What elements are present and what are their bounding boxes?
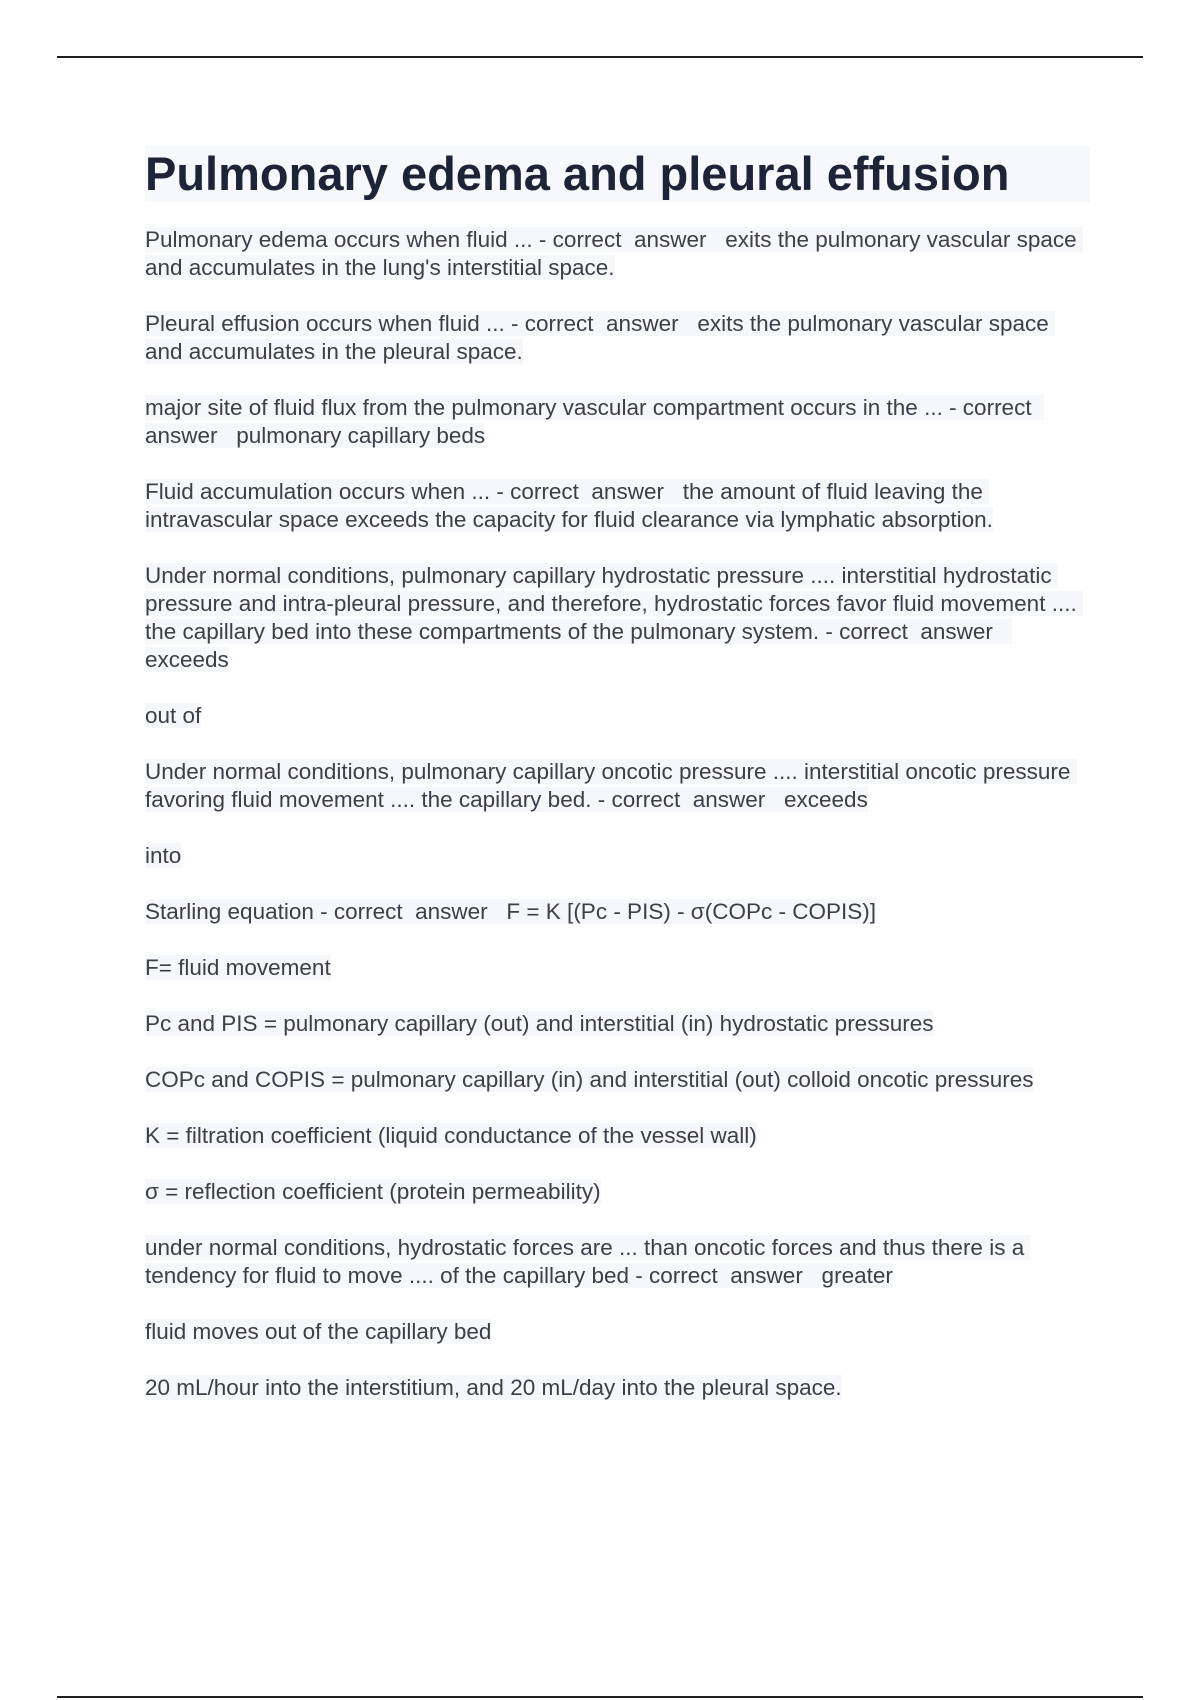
bottom-rule bbox=[57, 1696, 1143, 1698]
paragraph-text: Pc and PIS = pulmonary capillary (out) and interstitial (in) hydrostatic pressures bbox=[145, 1011, 934, 1036]
paragraph-text: Under normal conditions, pulmonary capillary hydrostatic pressure .... interstitial hydrostatic pressure and intra-pleural pressure, and therefore, hydrostatic forces favor fluid movement .... the capillary bed into these compartments of the pulmonary system. - correct answer exceeds bbox=[145, 563, 1083, 672]
paragraph bbox=[145, 898, 1090, 926]
paragraph bbox=[145, 1122, 1090, 1150]
paragraph bbox=[145, 478, 1090, 534]
paragraph bbox=[145, 842, 1090, 870]
paragraph-text: K = filtration coefficient (liquid conductance of the vessel wall) bbox=[145, 1123, 757, 1148]
paragraph-text: σ = reflection coefficient (protein permeability) bbox=[145, 1179, 601, 1204]
paragraph bbox=[145, 954, 1090, 982]
paragraph-text: F= fluid movement bbox=[145, 955, 331, 980]
paragraph-text: fluid moves out of the capillary bed bbox=[145, 1319, 492, 1344]
paragraph bbox=[145, 758, 1090, 814]
paragraph bbox=[145, 1178, 1090, 1206]
paragraph bbox=[145, 1318, 1090, 1346]
paragraph-text: Under normal conditions, pulmonary capillary oncotic pressure .... interstitial oncotic pressure favoring fluid movement .... the capillary bed. - correct answer exceeds bbox=[145, 759, 1077, 812]
top-rule bbox=[57, 56, 1143, 58]
paragraph bbox=[145, 1234, 1090, 1290]
paragraph-text: COPc and COPIS = pulmonary capillary (in) and interstitial (out) colloid oncotic pressures bbox=[145, 1067, 1034, 1092]
paragraph-text: 20 mL/hour into the interstitium, and 20 mL/day into the pleural space. bbox=[145, 1375, 842, 1400]
paragraph bbox=[145, 1010, 1090, 1038]
paragraph bbox=[145, 1066, 1090, 1094]
document-body bbox=[145, 146, 1090, 1430]
paragraph-text: major site of fluid flux from the pulmonary vascular compartment occurs in the ... - correct answer pulmonary capillary beds bbox=[145, 395, 1045, 448]
paragraph bbox=[145, 562, 1090, 674]
paragraph bbox=[145, 1374, 1090, 1402]
paragraph-text: Fluid accumulation occurs when ... - correct answer the amount of fluid leaving the intravascular space exceeds the capacity for fluid clearance via lymphatic absorption. bbox=[145, 479, 993, 532]
paragraph-text: Pleural effusion occurs when fluid ... - correct answer exits the pulmonary vascular space and accumulates in the pleural space. bbox=[145, 311, 1056, 364]
paragraph bbox=[145, 226, 1090, 282]
paragraph-text: out of bbox=[145, 703, 202, 728]
paragraph-text: Starling equation - correct answer F = K [(Pc - PIS) - σ(COPc - COPIS)] bbox=[145, 899, 876, 924]
paragraph-text: into bbox=[145, 843, 182, 868]
paragraph-text: Pulmonary edema occurs when fluid ... - correct answer exits the pulmonary vascular space and accumulates in the lung's interstitial space. bbox=[145, 227, 1083, 280]
paragraph bbox=[145, 702, 1090, 730]
page-title: Pulmonary edema and pleural effusion bbox=[145, 146, 1090, 202]
paragraph bbox=[145, 310, 1090, 366]
paragraph bbox=[145, 394, 1090, 450]
paragraph-text: under normal conditions, hydrostatic forces are ... than oncotic forces and thus there is a tendency for fluid to move .... of the capillary bed - correct answer greater bbox=[145, 1235, 1031, 1288]
